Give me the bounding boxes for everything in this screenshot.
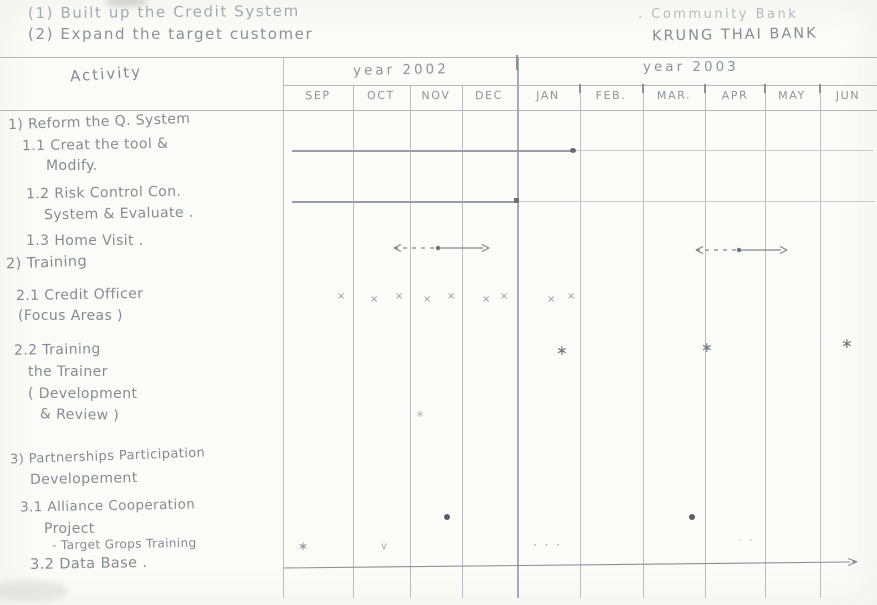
milestone-dot [689, 514, 695, 520]
activity-line: the Trainer [28, 364, 108, 380]
x-mark: × [500, 291, 509, 302]
activity-line: 3.1 Alliance Cooperation [19, 496, 196, 516]
activity-line: 3) Partnerships Participation [9, 445, 206, 468]
activity-column-header: Activity [69, 62, 143, 86]
divider-tick [579, 84, 581, 93]
divider-tick [642, 84, 644, 93]
x-mark: × [482, 294, 491, 305]
year-2002-header: year 2002 [352, 61, 449, 79]
activity-line: (Focus Areas ) [18, 308, 123, 324]
objective-note-1: (1) Built up the Credit System [27, 1, 300, 23]
divider-tick [764, 84, 766, 93]
activity-line: 2.1 Credit Officer [15, 285, 144, 305]
two-dots-mark: · · [738, 534, 755, 547]
activity-line: 2.2 Training [13, 341, 101, 359]
month-divider [820, 85, 821, 598]
home-visit-range-arrow-left [391, 241, 492, 255]
month-header-mar: MAR. [656, 88, 692, 103]
star-mark: ∗ [556, 343, 568, 359]
x-mark: × [337, 291, 346, 302]
x-mark: × [567, 291, 576, 302]
month-row-divider [0, 110, 877, 111]
table-top-border [0, 57, 877, 58]
month-divider [765, 85, 766, 598]
three-dots-mark: · · · [533, 538, 563, 552]
activity-line: 1.3 Home Visit . [26, 233, 144, 249]
task-bar-1-1 [292, 150, 573, 152]
star-mark: ∗ [841, 336, 853, 352]
milestone-dot [444, 514, 450, 520]
year-2003-header: year 2003 [643, 59, 739, 75]
activity-line: 1.2 Risk Control Con. [25, 183, 182, 203]
database-timeline-arrow [282, 555, 862, 573]
star-mark: ∗ [701, 340, 713, 356]
year-divider [517, 57, 519, 598]
objective-note-2: (2) Expand the target customer [28, 25, 314, 43]
activity-line: System & Evaluate . [43, 204, 194, 224]
month-header-nov: NOV [421, 88, 451, 103]
month-header-jun: JUN [835, 88, 861, 103]
month-divider [462, 85, 463, 598]
month-divider [410, 85, 411, 598]
month-header-dec: DEC [474, 88, 504, 103]
stray-tick-mark: ∗ [416, 409, 425, 420]
activity-line: 2) Training [5, 253, 88, 273]
home-visit-range-arrow-right [693, 243, 790, 257]
month-divider [353, 85, 354, 598]
month-header-feb: FEB. [595, 88, 627, 103]
month-header-sep: SEP [305, 88, 331, 103]
activity-line: & Review ) [39, 406, 120, 424]
activity-line: 1) Reform the Q. System [7, 110, 191, 134]
activity-line: 1.1 Creat the tool & [21, 135, 169, 155]
activity-line: Developement [29, 470, 138, 488]
month-divider [643, 85, 644, 598]
check-mark: v [381, 541, 387, 552]
activity-line: Project [44, 521, 95, 537]
activity-line: ( Development [28, 386, 138, 402]
month-header-may: MAY [778, 88, 806, 103]
x-mark: × [423, 294, 432, 305]
x-mark: × [370, 294, 379, 305]
activity-line: 3.2 Data Base . [29, 554, 148, 574]
x-mark: × [447, 291, 456, 302]
month-header-jan: JAN [536, 88, 560, 103]
month-header-apr: APR [721, 88, 749, 103]
activity-line: Modify. [46, 158, 98, 174]
month-divider [580, 85, 581, 598]
asterisk-mark: ∗ [298, 539, 309, 553]
x-mark: × [395, 291, 404, 302]
bank-name: KRUNG THAI BANK [651, 25, 818, 45]
activity-line: - Target Grops Training [51, 535, 197, 553]
x-mark: × [547, 294, 556, 305]
task-end-dot-1-1 [570, 148, 576, 153]
divider-tick [819, 84, 821, 93]
task-bar-1-2 [292, 201, 517, 203]
divider-tick [704, 84, 706, 93]
org-name-faint: . Community Bank [638, 7, 799, 22]
task-end-square-1-2 [514, 198, 519, 203]
activity-chart-divider [283, 57, 284, 598]
scan-smudge-bottom [0, 580, 68, 602]
month-header-oct: OCT [366, 88, 396, 103]
year-divider-tick [516, 55, 518, 70]
